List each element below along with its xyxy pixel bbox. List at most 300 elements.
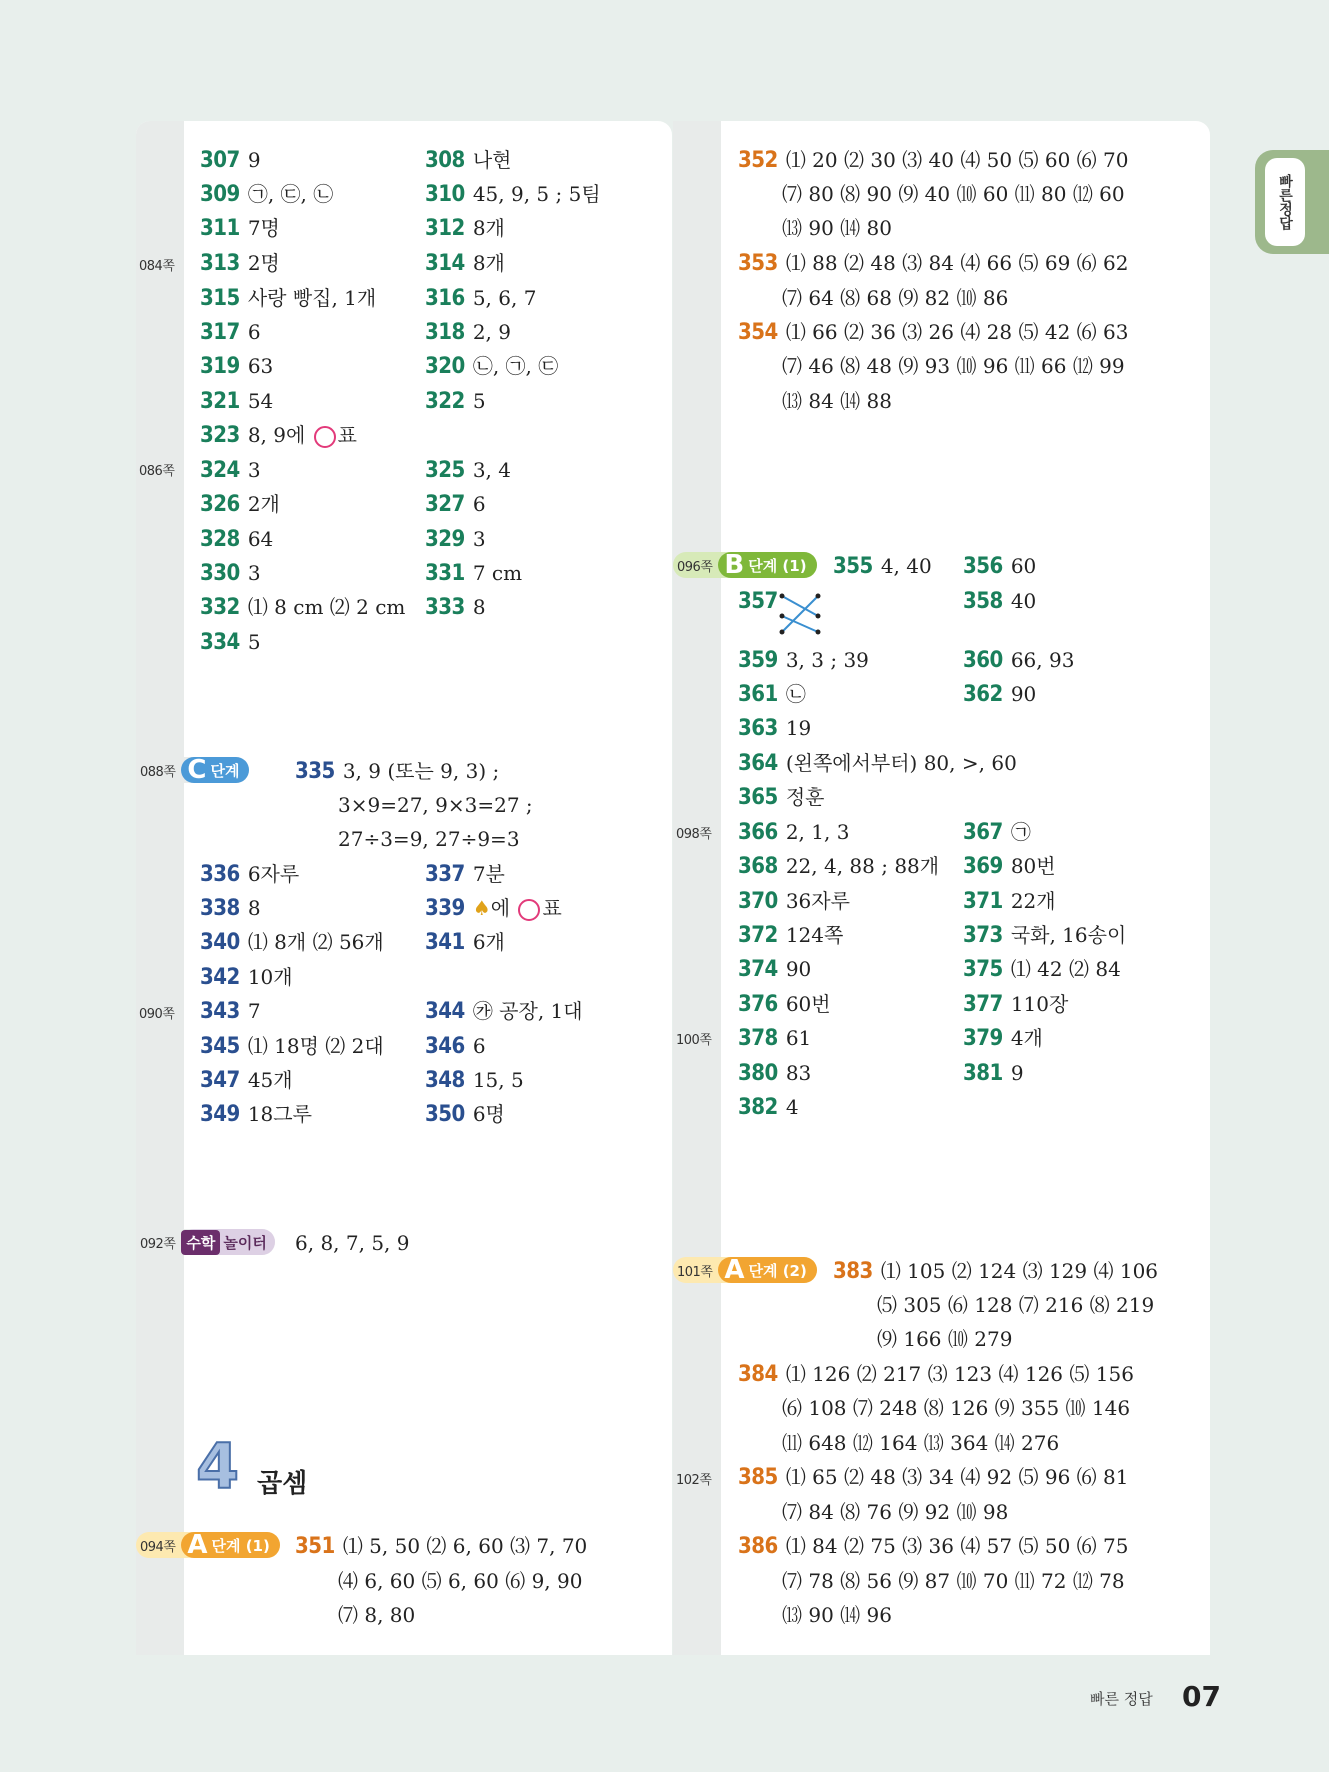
problem-number: 341 (425, 930, 465, 955)
problem-number: 366 (738, 820, 778, 845)
problem-number: 346 (425, 1034, 465, 1059)
answer-text: 3, 4 (472, 458, 511, 482)
answer-text: (왼쪽에서부터) 80, >, 60 (785, 751, 1017, 775)
problem-number: 332 (200, 595, 240, 620)
answer-354-line2: ⑺ 46 ⑻ 48 ⑼ 93 ⑽ 96 ⑾ 66 ⑿ 99 (782, 354, 1125, 378)
problem-number: 322 (425, 389, 465, 414)
answer-text: 8, 9에 (247, 423, 306, 447)
problem-number: 371 (963, 889, 1003, 914)
answer-316 (425, 281, 536, 315)
chapter-number: 4 (196, 1430, 240, 1503)
answer-330 (200, 556, 261, 590)
answer-text: ⑴ 20 ⑵ 30 ⑶ 40 ⑷ 50 ⑸ 60 ⑹ 70 (785, 148, 1129, 172)
answer-text: 61 (785, 1026, 812, 1050)
problem-number: 359 (738, 648, 778, 673)
answer-text: 7 (247, 999, 261, 1023)
spade-icon: ♠ (472, 896, 491, 920)
quick-answer-tab[interactable] (1255, 150, 1329, 254)
problem-number: 381 (963, 1061, 1003, 1086)
problem-number: 316 (425, 286, 465, 311)
answer-315 (200, 281, 376, 315)
problem-number: 314 (425, 251, 465, 276)
answer-350 (425, 1097, 505, 1131)
answer-364 (738, 746, 1017, 780)
problem-number: 345 (200, 1034, 240, 1059)
page-ref-086: 086쪽 (139, 464, 175, 479)
problem-number: 326 (200, 492, 240, 517)
answer-323 (200, 418, 357, 452)
answer-text: 40 (1010, 589, 1037, 613)
answer-text: ⑴ 105 ⑵ 124 ⑶ 129 ⑷ 106 (880, 1259, 1159, 1283)
answer-352-line2: ⑺ 80 ⑻ 90 ⑼ 40 ⑽ 60 ⑾ 80 ⑿ 60 (782, 182, 1125, 206)
problem-number: 309 (200, 182, 240, 207)
problem-number: 383 (833, 1259, 873, 1284)
badge-a1-stage (136, 1532, 280, 1558)
footer-page-number: 07 (1182, 1680, 1221, 1713)
problem-number: 315 (200, 286, 240, 311)
math-playground-answer: 6, 8, 7, 5, 9 (295, 1231, 410, 1255)
answer-text: 7분 (472, 862, 505, 886)
answer-text: 90 (1010, 682, 1037, 706)
answer-343 (200, 994, 261, 1028)
answer-335-line2: 3×9=27, 9×3=27 ; (338, 793, 533, 817)
answer-text: ⑴ 8개 ⑵ 56개 (247, 930, 384, 954)
answer-text: 6개 (472, 930, 505, 954)
badge-label (181, 757, 249, 783)
problem-number: 351 (295, 1534, 335, 1559)
badge-page: 088쪽 (140, 764, 176, 780)
answer-384-line3: ⑾ 648 ⑿ 164 ⒀ 364 ⒁ 276 (782, 1431, 1060, 1455)
answer-312 (425, 211, 505, 245)
answer-385 (738, 1460, 1128, 1494)
answer-text: 6 (247, 320, 261, 344)
problem-number: 331 (425, 561, 465, 586)
answer-text: 2개 (247, 492, 280, 516)
problem-number: 364 (738, 751, 778, 776)
answer-text: 2명 (247, 251, 280, 275)
answer-380 (738, 1056, 811, 1090)
answer-307 (200, 143, 261, 177)
answer-372 (738, 918, 843, 952)
answer-340 (200, 925, 384, 959)
answer-text: 110장 (1010, 992, 1069, 1016)
answer-386-line3: ⒀ 90 ⒁ 96 (782, 1603, 892, 1627)
answer-362 (963, 677, 1036, 711)
badge-page: 101쪽 (677, 1264, 713, 1280)
answer-374 (738, 952, 811, 986)
answer-345 (200, 1029, 384, 1063)
answer-373 (963, 918, 1126, 952)
problem-number: 360 (963, 648, 1003, 673)
badge-label (718, 552, 816, 578)
answer-text: 8개 (472, 251, 505, 275)
answer-383-line2: ⑸ 305 ⑹ 128 ⑺ 216 ⑻ 219 (877, 1293, 1155, 1317)
answer-text: 2, 9 (472, 320, 511, 344)
answer-363 (738, 711, 811, 745)
answer-text: 3 (247, 561, 261, 585)
answer-text: 10개 (247, 965, 293, 989)
answer-text: 36자루 (785, 889, 850, 913)
answer-text: ⑴ 65 ⑵ 48 ⑶ 34 ⑷ 92 ⑸ 96 ⑹ 81 (785, 1465, 1129, 1489)
answer-382 (738, 1090, 799, 1124)
footer-label: 빠른 정답 (1090, 1690, 1153, 1708)
problem-number: 321 (200, 389, 240, 414)
answer-328 (200, 522, 273, 556)
badge-label (181, 1532, 279, 1558)
answer-text: ㉡ (785, 682, 806, 706)
answer-319 (200, 349, 273, 383)
answer-381 (963, 1056, 1024, 1090)
answer-text: 124쪽 (785, 923, 844, 947)
problem-number: 347 (200, 1068, 240, 1093)
answer-335 (295, 754, 499, 788)
answer-309 (200, 177, 333, 211)
problem-number: 355 (833, 554, 873, 579)
answer-text: 나현 (472, 148, 512, 172)
problem-number: 337 (425, 862, 465, 887)
answer-text: 5, 6, 7 (472, 286, 537, 310)
answer-318 (425, 315, 511, 349)
answer-321 (200, 384, 273, 418)
problem-number: 319 (200, 354, 240, 379)
answer-text: 19 (785, 716, 812, 740)
problem-number: 310 (425, 182, 465, 207)
problem-number: 342 (200, 965, 240, 990)
answer-384 (738, 1357, 1134, 1391)
problem-number: 372 (738, 923, 778, 948)
badge-text: 단계 (2) (748, 1261, 807, 1280)
answer-text: 5 (472, 389, 486, 413)
answer-336 (200, 857, 299, 891)
problem-number: 329 (425, 527, 465, 552)
badge-math-text: 수학 (181, 1230, 220, 1255)
answer-331 (425, 556, 522, 590)
answer-text: 54 (247, 389, 274, 413)
answer-text: 63 (247, 354, 274, 378)
answer-354-line3: ⒀ 84 ⒁ 88 (782, 389, 892, 413)
answer-371 (963, 884, 1056, 918)
answer-369 (963, 849, 1056, 883)
answer-text: 4, 40 (880, 554, 932, 578)
answer-337 (425, 857, 505, 891)
problem-number: 308 (425, 148, 465, 173)
right-gutter (673, 121, 721, 1655)
badge-a2-stage (673, 1257, 817, 1283)
answer-text: 6자루 (247, 862, 300, 886)
answer-text: 60번 (785, 992, 831, 1016)
answer-text-suffix: 표 (542, 896, 562, 920)
answer-375 (963, 952, 1121, 986)
problem-number: 323 (200, 423, 240, 448)
answer-text: 정훈 (785, 785, 825, 809)
problem-number: 363 (738, 716, 778, 741)
answer-text: 80번 (1010, 854, 1056, 878)
answer-text: 사랑 빵집, 1개 (247, 286, 377, 310)
circle-mark-icon (314, 426, 336, 448)
answer-text: 에 (490, 896, 511, 920)
badge-label (181, 1229, 274, 1255)
answer-386 (738, 1529, 1128, 1563)
answer-text: 6 (472, 492, 486, 516)
problem-number: 373 (963, 923, 1003, 948)
answer-338 (200, 891, 261, 925)
answer-351-line2: ⑷ 6, 60 ⑸ 6, 60 ⑹ 9, 90 (338, 1569, 583, 1593)
answer-352-line3: ⒀ 90 ⒁ 80 (782, 216, 892, 240)
answer-360 (963, 643, 1074, 677)
answer-text: 7 cm (472, 561, 523, 585)
answer-349 (200, 1097, 312, 1131)
answer-339 (425, 891, 562, 925)
answer-383 (833, 1254, 1158, 1288)
problem-number: 385 (738, 1465, 778, 1490)
problem-number: 338 (200, 896, 240, 921)
badge-page: 092쪽 (140, 1236, 176, 1252)
quick-answer-tab-label: 빠른정답 (1277, 174, 1293, 230)
problem-number: 320 (425, 354, 465, 379)
answer-377 (963, 987, 1068, 1021)
answer-342 (200, 960, 293, 994)
page-ref-102: 102쪽 (676, 1473, 712, 1488)
answer-text: 18그루 (247, 1102, 312, 1126)
page-ref-100: 100쪽 (676, 1033, 712, 1048)
answer-text: 60 (1010, 554, 1037, 578)
answer-text: ㉠, ㉢, ㉡ (247, 182, 334, 206)
badge-c-stage (136, 757, 249, 783)
problem-number: 333 (425, 595, 465, 620)
answer-376 (738, 987, 831, 1021)
problem-number: 354 (738, 320, 778, 345)
problem-number: 335 (295, 759, 335, 784)
answer-352 (738, 143, 1128, 177)
badge-letter: A (724, 1255, 745, 1285)
answer-text: ⑴ 42 ⑵ 84 (1010, 957, 1121, 981)
answer-text-suffix: 표 (337, 423, 357, 447)
answer-text: ㉠ (1010, 820, 1031, 844)
problem-number: 386 (738, 1534, 778, 1559)
badge-text: 단계 (210, 761, 240, 780)
problem-number: 328 (200, 527, 240, 552)
answer-353 (738, 246, 1128, 280)
problem-number: 384 (738, 1362, 778, 1387)
problem-number: 327 (425, 492, 465, 517)
problem-number: 374 (738, 957, 778, 982)
answer-text: ⑴ 66 ⑵ 36 ⑶ 26 ⑷ 28 ⑸ 42 ⑹ 63 (785, 320, 1129, 344)
problem-number: 350 (425, 1102, 465, 1127)
answer-384-line2: ⑹ 108 ⑺ 248 ⑻ 126 ⑼ 355 ⑽ 146 (782, 1396, 1131, 1420)
problem-number: 311 (200, 216, 240, 241)
answer-text: 8개 (472, 216, 505, 240)
badge-letter: B (724, 550, 745, 580)
problem-number: 362 (963, 682, 1003, 707)
answer-314 (425, 246, 505, 280)
page-ref-084: 084쪽 (139, 259, 175, 274)
answer-365 (738, 780, 824, 814)
answer-370 (738, 884, 850, 918)
answer-text: 3 (472, 527, 486, 551)
answer-310 (425, 177, 601, 211)
answer-text: 3, 3 ; 39 (785, 648, 869, 672)
problem-number: 336 (200, 862, 240, 887)
problem-number: 343 (200, 999, 240, 1024)
answer-348 (425, 1063, 524, 1097)
answer-329 (425, 522, 486, 556)
badge-page: 096쪽 (677, 559, 713, 575)
badge-playground-text: 놀이터 (223, 1233, 267, 1252)
problem-number: 317 (200, 320, 240, 345)
answer-355 (833, 549, 932, 583)
problem-number: 353 (738, 251, 778, 276)
answer-317 (200, 315, 261, 349)
answer-text: ⑴ 88 ⑵ 48 ⑶ 84 ⑷ 66 ⑸ 69 ⑹ 62 (785, 251, 1129, 275)
answer-text: 7명 (247, 216, 280, 240)
answer-311 (200, 211, 280, 245)
badge-text: 단계 (1) (748, 556, 807, 575)
problem-number: 361 (738, 682, 778, 707)
answer-text: 국화, 16송이 (1010, 923, 1127, 947)
circle-mark-icon (518, 899, 540, 921)
answer-text: ㉮ 공장, 1대 (472, 999, 583, 1023)
problem-number: 348 (425, 1068, 465, 1093)
answer-344 (425, 994, 583, 1028)
badge-math-playground (136, 1229, 275, 1255)
badge-letter: C (187, 755, 207, 785)
problem-number: 307 (200, 148, 240, 173)
answer-386-line2: ⑺ 78 ⑻ 56 ⑼ 87 ⑽ 70 ⑾ 72 ⑿ 78 (782, 1569, 1125, 1593)
answer-text: 5 (247, 630, 261, 654)
answer-333 (425, 590, 486, 624)
problem-number: 340 (200, 930, 240, 955)
answer-text: 64 (247, 527, 274, 551)
problem-number: 318 (425, 320, 465, 345)
badge-text: 단계 (1) (211, 1536, 270, 1555)
answer-text: 8 (472, 595, 486, 619)
problem-number: 370 (738, 889, 778, 914)
answer-text: 8 (247, 896, 261, 920)
problem-number: 339 (425, 896, 465, 921)
answer-325 (425, 453, 511, 487)
problem-number: 344 (425, 999, 465, 1024)
chapter-title: 곱셈 (257, 1469, 308, 1499)
problem-number: 378 (738, 1026, 778, 1051)
page-ref-098: 098쪽 (676, 827, 712, 842)
answer-text: ⑴ 5, 50 ⑵ 6, 60 ⑶ 7, 70 (342, 1534, 588, 1558)
answer-text: 9 (1010, 1061, 1024, 1085)
answer-text: ⑴ 18명 ⑵ 2대 (247, 1034, 384, 1058)
answer-379 (963, 1021, 1043, 1055)
answer-313 (200, 246, 280, 280)
answer-text: 4개 (1010, 1026, 1043, 1050)
answer-346 (425, 1029, 486, 1063)
problem-number: 369 (963, 854, 1003, 879)
answer-366 (738, 815, 849, 849)
answer-358 (963, 584, 1036, 618)
answer-361 (738, 677, 806, 711)
answer-385-line2: ⑺ 84 ⑻ 76 ⑼ 92 ⑽ 98 (782, 1500, 1009, 1524)
badge-letter: A (187, 1530, 208, 1560)
answer-text: 4 (785, 1095, 799, 1119)
problem-number: 368 (738, 854, 778, 879)
answer-320 (425, 349, 558, 383)
answer-378 (738, 1021, 811, 1055)
answer-335-line3: 27÷3=9, 27÷9=3 (338, 827, 520, 851)
answer-text: 3, 9 (또는 9, 3) ; (342, 759, 500, 783)
problem-number: 380 (738, 1061, 778, 1086)
answer-322 (425, 384, 486, 418)
answer-text: ⑴ 84 ⑵ 75 ⑶ 36 ⑷ 57 ⑸ 50 ⑹ 75 (785, 1534, 1129, 1558)
problem-number: 357 (738, 589, 778, 614)
answer-text: 66, 93 (1010, 648, 1075, 672)
problem-number: 334 (200, 630, 240, 655)
answer-347 (200, 1063, 293, 1097)
problem-number: 382 (738, 1095, 778, 1120)
answer-334 (200, 625, 261, 659)
badge-page: 094쪽 (140, 1539, 176, 1555)
answer-text: 83 (785, 1061, 812, 1085)
answer-text: ㉡, ㉠, ㉢ (472, 354, 559, 378)
problem-number: 376 (738, 992, 778, 1017)
answer-text: 2, 1, 3 (785, 820, 850, 844)
answer-332 (200, 590, 405, 624)
answer-text: 22, 4, 88 ; 88개 (785, 854, 940, 878)
problem-number: 313 (200, 251, 240, 276)
problem-number: 356 (963, 554, 1003, 579)
answer-text: 9 (247, 148, 261, 172)
problem-number: 352 (738, 148, 778, 173)
answer-text: 90 (785, 957, 812, 981)
answer-text: 6명 (472, 1102, 505, 1126)
answer-text: 45, 9, 5 ; 5팀 (472, 182, 601, 206)
problem-number: 312 (425, 216, 465, 241)
answer-text: 6 (472, 1034, 486, 1058)
answer-308 (425, 143, 511, 177)
answer-text: ⑴ 126 ⑵ 217 ⑶ 123 ⑷ 126 ⑸ 156 (785, 1362, 1134, 1386)
answer-351 (295, 1529, 587, 1563)
answer-368 (738, 849, 939, 883)
answer-354 (738, 315, 1128, 349)
problem-number: 375 (963, 957, 1003, 982)
problem-number: 358 (963, 589, 1003, 614)
answer-351-line3: ⑺ 8, 80 (338, 1603, 416, 1627)
answer-383-line3: ⑼ 166 ⑽ 279 (877, 1327, 1013, 1351)
page-ref-090: 090쪽 (139, 1007, 175, 1022)
quick-answer-tab-label-box (1265, 158, 1305, 246)
answer-text: 3 (247, 458, 261, 482)
answer-324 (200, 453, 261, 487)
problem-number: 367 (963, 820, 1003, 845)
answer-text: ⑴ 8 cm ⑵ 2 cm (247, 595, 406, 619)
badge-b1-stage (673, 552, 817, 578)
problem-number: 365 (738, 785, 778, 810)
problem-number: 377 (963, 992, 1003, 1017)
problem-number: 324 (200, 458, 240, 483)
answer-367 (963, 815, 1031, 849)
answer-text: 15, 5 (472, 1068, 524, 1092)
answer-327 (425, 487, 486, 521)
problem-number: 349 (200, 1102, 240, 1127)
matching-lines-diagram (778, 590, 824, 638)
answer-341 (425, 925, 505, 959)
answer-356 (963, 549, 1036, 583)
left-gutter (136, 121, 184, 1655)
problem-number: 379 (963, 1026, 1003, 1051)
answer-353-line2: ⑺ 64 ⑻ 68 ⑼ 82 ⑽ 86 (782, 286, 1009, 310)
answer-text: 22개 (1010, 889, 1056, 913)
answer-359 (738, 643, 869, 677)
badge-label (718, 1257, 816, 1283)
problem-number: 330 (200, 561, 240, 586)
answer-text: 45개 (247, 1068, 293, 1092)
problem-number: 325 (425, 458, 465, 483)
